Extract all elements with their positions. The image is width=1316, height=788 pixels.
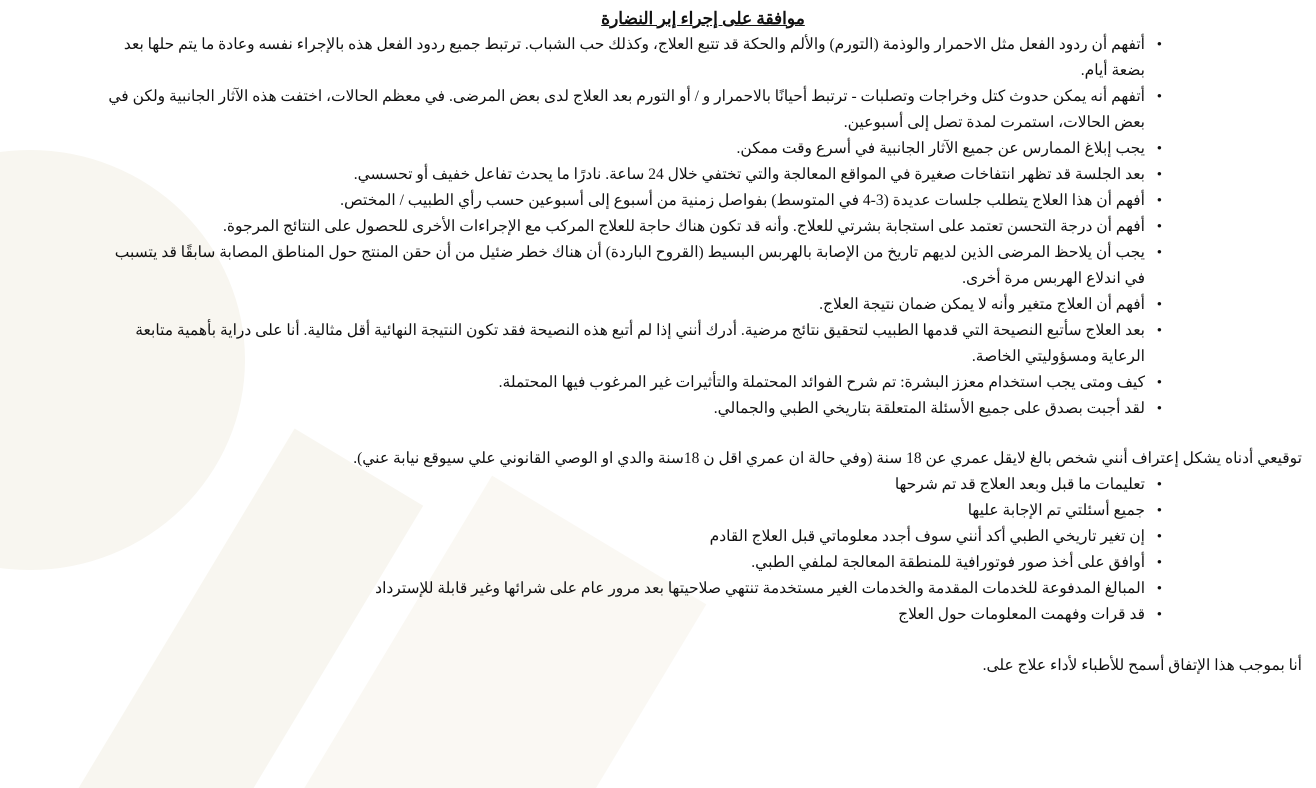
consent-item: • بعد العلاج سأتبع النصيحة التي قدمها الطبيب لتحقيق نتائج مرضية. أدرك أنني إذا لم أتبع هذه النصيحة فقد تكون النتيجة النهائية أقل مثالية. أنا على دراية بأهمية متابعة الرعاية ومسؤوليتي الخاصة. bbox=[104, 318, 1145, 370]
consent-item: • بعد الجلسة قد تظهر انتفاخات صغيرة في المواقع المعالجة والتي تختفي خلال 24 ساعة. نادرًا ما يحدث تفاعل خفيف أو تحسسي. bbox=[104, 162, 1145, 188]
document-content bbox=[104, 6, 1302, 679]
acknowledgement-item: • قد قرات وفهمت المعلومات حول العلاج bbox=[104, 602, 1145, 628]
consent-item: • أفهم أن درجة التحسن تعتمد على استجابة بشرتي للعلاج. وأنه قد تكون هناك حاجة للعلاج المركب مع الإجراءات الأخرى للحصول على النتائج المرجوة. bbox=[104, 214, 1145, 240]
acknowledgement-item: • إن تغير تاريخي الطبي أكد أنني سوف أجدد معلوماتي قبل العلاج القادم bbox=[104, 524, 1145, 550]
closing-line: أنا بموجب هذا الإتفاق أسمح للأطباء لأداء علاج على. bbox=[982, 657, 1302, 674]
acknowledgement-item: • تعليمات ما قبل وبعد العلاج قد تم شرحها bbox=[104, 472, 1145, 498]
acknowledgement-list bbox=[104, 472, 1302, 628]
consent-item: • يجب أن يلاحظ المرضى الذين لديهم تاريخ من الإصابة بالهربس البسيط (القروح الباردة) أن هناك خطر ضئيل من أن حقن المنتج حول المناطق المصابة سابقًا قد يتسبب في اندلاع الهربس مرة أخرى. bbox=[104, 240, 1145, 292]
acknowledgement-item: • جميع أسئلتي تم الإجابة عليها bbox=[104, 498, 1145, 524]
consent-item: • كيف ومتى يجب استخدام معزز البشرة: تم شرح الفوائد المحتملة والتأثيرات غير المرغوب فيها المحتملة. bbox=[104, 370, 1145, 396]
consent-item: • أفهم أن العلاج متغير وأنه لا يمكن ضمان نتيجة العلاج. bbox=[104, 292, 1145, 318]
consent-item: • أتفهم أن ردود الفعل مثل الاحمرار والوذمة (التورم) والألم والحكة قد تتبع العلاج، وكذلك حب الشباب. ترتبط جميع ردود الفعل هذه بالإجراء نفسه وعادة ما يتم حلها بعد بضعة أيام. bbox=[104, 32, 1145, 84]
consent-item: • أتفهم أنه يمكن حدوث كتل وخراجات وتصلبات - ترتبط أحيانًا بالاحمرار و / أو التورم بعد العلاج لدى بعض المرضى. في معظم الحالات، اختفت هذه الآثار الجانبية ولكن في بعض الحالات، استمرت لمدة تصل إلى أسبوعين. bbox=[104, 84, 1145, 136]
acknowledgement-item: • أوافق على أخذ صور فوتورافية للمنطقة المعالجة لملفي الطبي. bbox=[104, 550, 1145, 576]
page-title: موافقة على إجراء إبر النضارة bbox=[601, 9, 805, 28]
signature-declaration-paragraph: توقيعي أدناه يشكل إعتراف أنني شخص بالغ لايقل عمري عن 18 سنة (وفي حالة ان عمري اقل ن 18سنة والدي او الوصي القانوني علي سيوقع نيابة عني). bbox=[353, 450, 1302, 467]
consent-item: • لقد أجبت بصدق على جميع الأسئلة المتعلقة بتاريخي الطبي والجمالي. bbox=[104, 396, 1145, 422]
acknowledgement-item: • المبالغ المدفوعة للخدمات المقدمة والخدمات الغير مستخدمة تنتهي صلاحيتها بعد مرور عام على شرائها وغير قابلة للإسترداد bbox=[104, 576, 1145, 602]
consent-item: • يجب إبلاغ الممارس عن جميع الآثار الجانبية في أسرع وقت ممكن. bbox=[104, 136, 1145, 162]
consent-list bbox=[104, 32, 1302, 422]
consent-item: • أفهم أن هذا العلاج يتطلب جلسات عديدة (3-4 في المتوسط) بفواصل زمنية من أسبوع إلى أسبوعين حسب رأي الطبيب / المختص. bbox=[104, 188, 1145, 214]
